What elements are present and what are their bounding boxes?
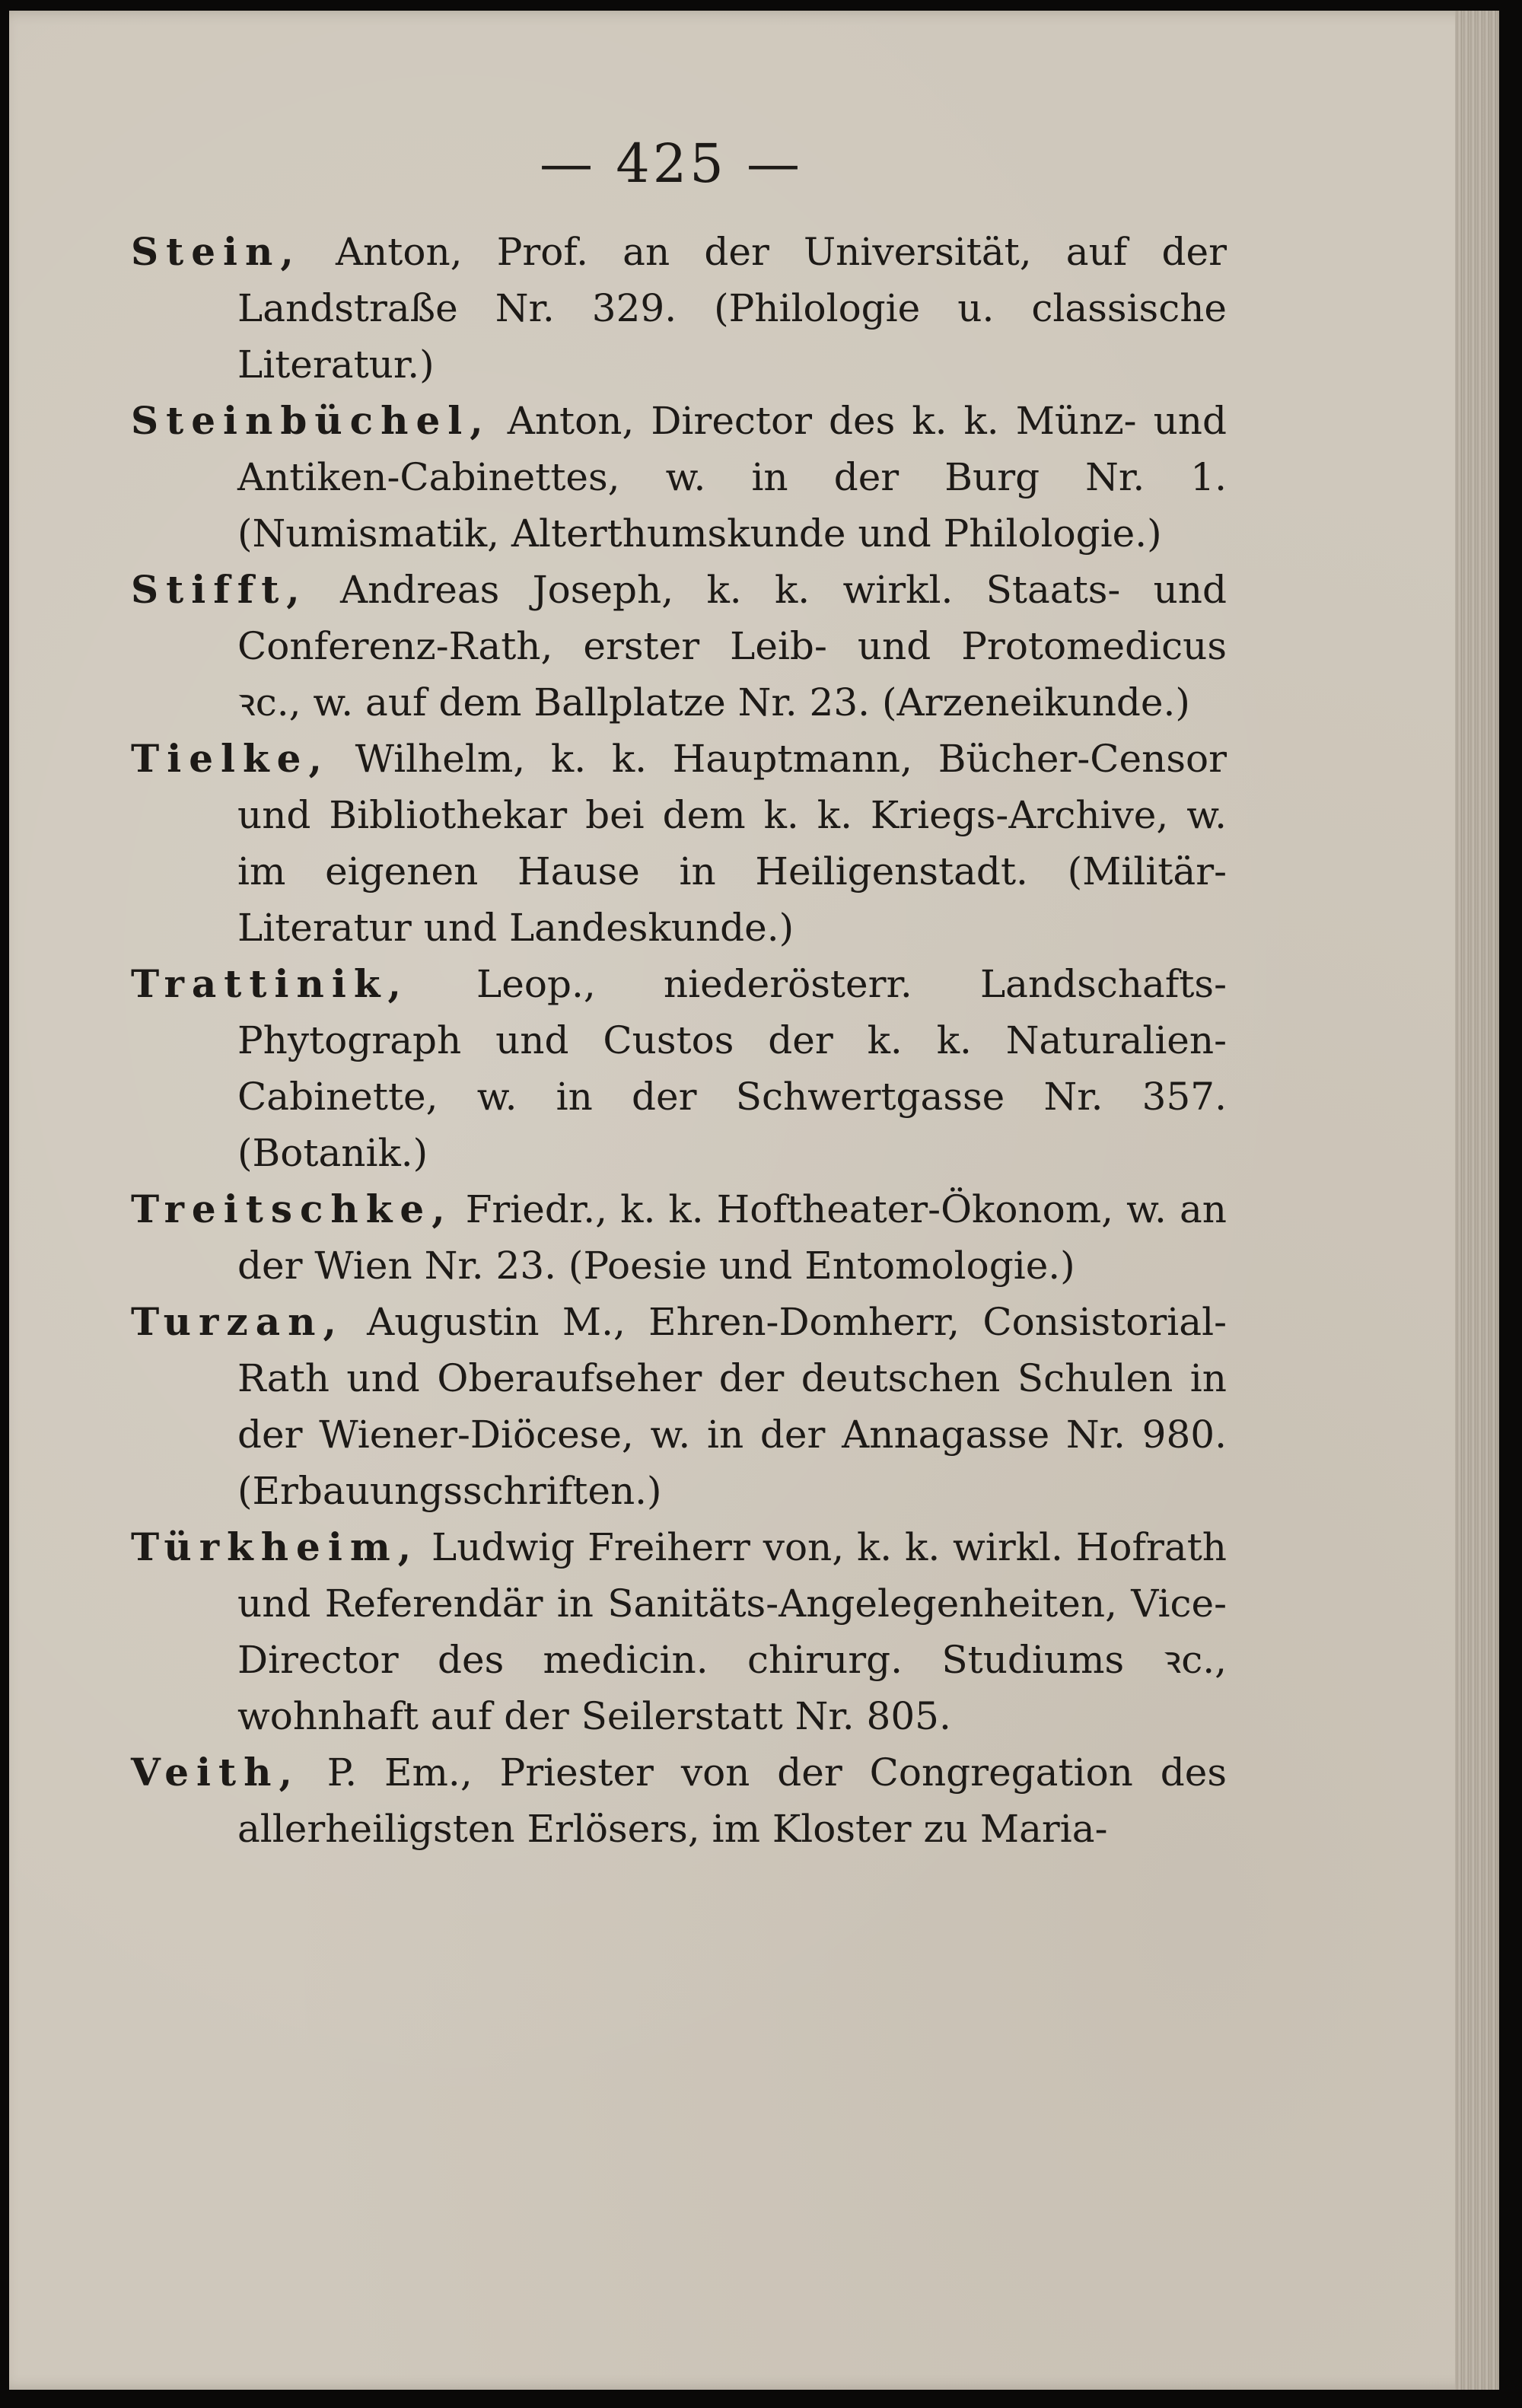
page-number: — 425 — (539, 132, 804, 195)
entry-text: Anton, Director des k. k. Münz- und Antiken-Cabinettes, w. in der Burg Nr. 1. (Numismatik, Alterthumskunde und Philologie.) (237, 399, 1227, 556)
entry-text: Andreas Joseph, k. k. wirkl. Staats- und Conferenz-Rath, erster Leib- und Protomedicus ꝛc., w. auf dem Ballplatze Nr. 23. (Arzeneikunde.) (237, 568, 1227, 725)
entry-tielke (131, 731, 1227, 956)
entry-name: Trattinik, (131, 961, 409, 1006)
entry-text: Leop., niederösterr. Landschafts-Phytograph und Custos der k. k. Naturalien-Cabinette, w. in der Schwertgasse Nr. 357. (Botanik.) (237, 962, 1227, 1175)
entry-text: Friedr., k. k. Hoftheater-Ökonom, w. an der Wien Nr. 23. (Poesie und Entomologie.) (237, 1187, 1227, 1288)
entry-stein (131, 224, 1227, 393)
entry-name: Treitschke, (131, 1186, 453, 1231)
entry-tuerkheim (131, 1519, 1227, 1744)
entry-name: Tielke, (131, 736, 330, 781)
entry-name: Steinbüchel, (131, 398, 491, 443)
entry-list (131, 224, 1227, 1857)
entry-text: Wilhelm, k. k. Hauptmann, Bücher-Censor und Bibliothekar bei dem k. k. Kriegs-Archive, w. im eigenen Hause in Heiligenstadt. (Militär-Literatur und Landeskunde.) (237, 737, 1227, 950)
entry-stifft (131, 562, 1227, 731)
entry-treitschke (131, 1181, 1227, 1294)
page-edge (1455, 11, 1499, 2390)
entry-name: Turzan, (131, 1299, 344, 1344)
entry-name: Türkheim, (131, 1524, 419, 1569)
book-page (9, 11, 1499, 2390)
entry-name: Stifft, (131, 567, 307, 612)
entry-steinbuechel (131, 393, 1227, 562)
entry-text: P. Em., Priester von der Congregation des allerheiligsten Erlösers, im Kloster zu Maria- (237, 1750, 1227, 1851)
entry-name: Stein, (131, 229, 301, 274)
entry-veith (131, 1744, 1227, 1857)
entry-trattinik (131, 956, 1227, 1181)
entry-text: Anton, Prof. an der Universität, auf der Landstraße Nr. 329. (Philologie u. classische Literatur.) (237, 230, 1227, 387)
entry-text: Augustin M., Ehren-Domherr, Consistorial-Rath und Oberaufseher der deutschen Schulen in der Wiener-Diöcese, w. in der Annagasse Nr. 980. (Erbauungsschriften.) (237, 1300, 1227, 1513)
entry-text: Ludwig Freiherr von, k. k. wirkl. Hofrath und Referendär in Sanitäts-Angelegenheiten, Vice-Director des medicin. chirurg. Studiums ꝛc., wohnhaft auf der Seilerstatt Nr. 805. (237, 1525, 1227, 1738)
entry-name: Veith, (131, 1750, 300, 1795)
entry-turzan (131, 1294, 1227, 1519)
